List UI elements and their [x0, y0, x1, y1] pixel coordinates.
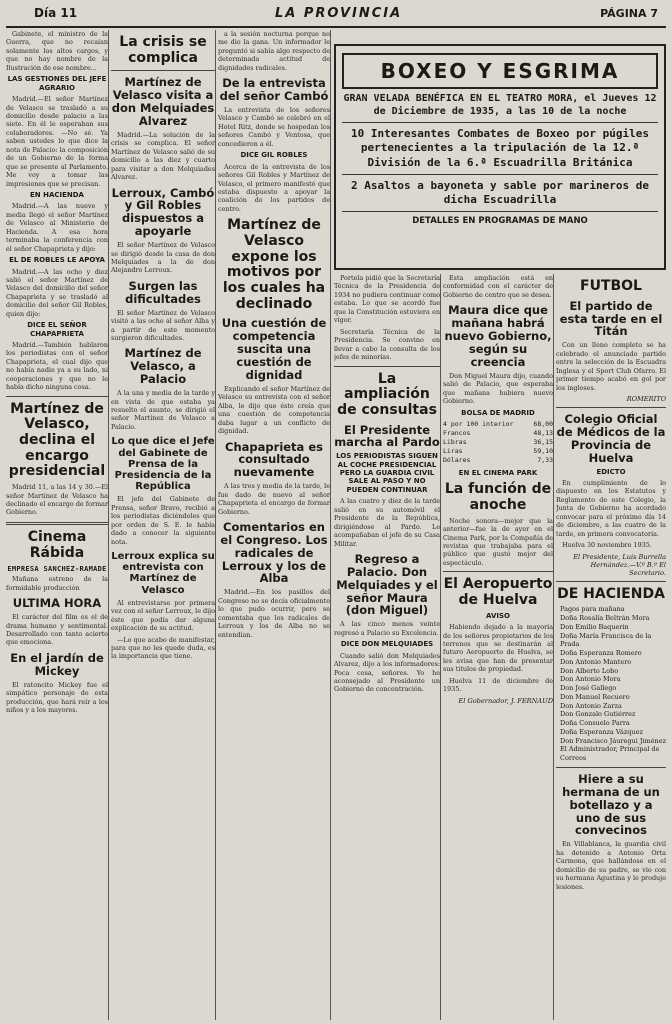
crisis-headline: La crisis se complica: [119, 34, 207, 66]
boxeo-subtitle: GRAN VELADA BENÉFICA EN EL TEATRO MORA, el Jueves 12 de Diciembre de 1935, a las 10 de la noche: [343, 93, 657, 117]
funcion-text: Noche sonora—mejor que la anterior—fue la de ayer en el Cinema Park, por la Compañía de revistas que trabajaba para el público que gustó mejor del espectáculo.: [443, 516, 553, 567]
table-row: 4 por 100 interior 68,00: [443, 420, 553, 429]
col4-top-text: Portela pidió que la Secretaría Técnica de la Presidencia de 1934 no pudiera continuar como estaba. Lo que se acordó fue que la Constitución estuviera en vigor.: [334, 274, 440, 325]
melquiades-heading: DICE DON MELQUIADES: [340, 640, 434, 649]
col2-finale: —Lo que acabo de manifestar, para que no les quede duda, es la importancia que tiene.: [111, 635, 215, 661]
divider: [6, 522, 108, 525]
list-item: Don Antonio Mora: [560, 675, 621, 684]
list-item: Doña Esperanza Romero: [560, 649, 642, 658]
boxeo-asaltos: 2 Asaltos a bayoneta y sable por marineros de dicha Escuadrilla: [350, 178, 649, 207]
gil-robles-text: Acerca de la entrevista de los señores Gil Robles y Martínez de Velasco, el primero manifestó que estaba dispuesto a apoyar la coalición de los partidos de centro.: [218, 162, 330, 213]
list-item: Don Emilio Baquerin: [560, 622, 629, 631]
list-item: Don Antonio Zarza: [560, 701, 622, 710]
pardo-text: A las cuatro y diez de la tarde salió en su automóvil el Presidente de la República, dirigiéndose al Pardo. Le acompañaban el jefe de su Casa Militar.: [334, 497, 440, 548]
aeropuerto-text: Habiendo dejado a la mayoría de los señores propietarios de los terrenos que se destinarán al futuro Aeropuerto de Huelva, se les avisa que han de presentar sus títulos de propiedad.: [443, 623, 553, 674]
masthead: [6, 0, 666, 28]
masthead-day: Día 11: [34, 6, 78, 20]
boxeo-detalles: DETALLES EN PROGRAMAS DE MANO: [412, 216, 588, 227]
cinema-text: Mañana estreno de la formidable producción: [6, 575, 108, 592]
divider: [111, 70, 215, 71]
robles-heading: EL DE ROBLES LE APOYA: [9, 256, 105, 265]
futbol-headline: FUTBOL: [580, 278, 642, 294]
gabinete-prensa-text: El jefe del Gabinete de Prensa, señor Bravo, recibió a los periodistas diciéndoles que por orden de S. E. le había dado a conocer la siguiente nota.: [111, 495, 215, 546]
aeropuerto-date: Huelva 11 de diciembre de 1935.: [443, 676, 553, 694]
list-item: Pagos para mañana: [560, 605, 625, 614]
divider: [342, 174, 658, 175]
regreso-text: A las cinco menos veinte regresó a Palacio su Excelencia.: [334, 620, 440, 637]
boxeo-advertisement: [334, 44, 666, 270]
hiere-headline: Hiere a su hermana de un botellazo y a uno de sus convecinos: [562, 771, 660, 838]
palacio-text: A la una y media de la tarde y en vista de que estaba ya resuelto el asunto, se dirigió el señor Martínez de Velasco a Palacio.: [111, 389, 215, 431]
aeropuerto-signature: El Gobernador, J. FERNAUD: [458, 696, 553, 705]
col3-top-text: a la sesión nocturna porque no me dio la gana. Un informador le preguntó si sabía algo respecto de determinada actitud de dignidades radicales.: [218, 30, 330, 72]
cinema-park-heading: EN EL CINEMA PARK: [458, 468, 538, 477]
divider: [556, 767, 666, 768]
list-item: Don Gonzalo Gutiérrez: [560, 710, 636, 719]
masthead-page-number: PÁGINA 7: [600, 6, 658, 20]
ampliacion-headline: La ampliación de consultas: [337, 370, 437, 418]
melquiades-text: Cuando salió don Melquiades Alvarez, dijo a los informadores: Poca cosa, señores. Yo he aconsejado al Presidente un Gobierno de concentración.: [334, 651, 440, 694]
column-2: [111, 30, 216, 1020]
lerroux-explica-headline: Lerroux explica su entrevista con Martínez de Velasco: [111, 550, 215, 596]
colegio-text: En cumplimiento de lo dispuesto en los Estatutos y Reglamento de este Colegio, la Junta de Gobierno ha acordado convocar para el próximo día 14 de diciembre, a las cuatro de la tarde, en primera convocatoria.: [556, 478, 666, 538]
velasco-visita-text: Madrid.—La solución de la crisis se complica. El señor Martínez de Velasco salió de su domicilio a las diez y cuarto para visitar a don Melquiades Alvarez.: [111, 130, 215, 182]
list-item: Doña Rosalía Beltrán Mora: [560, 613, 650, 622]
lerroux-explica-text: Al entrevistarse por primera vez con el señor Lerroux, le dijo éste que podía dar alguna explicación de su actitud.: [111, 598, 215, 633]
bolsa-table: [443, 420, 553, 465]
table-row: Dólares 7,33: [443, 456, 553, 465]
bolsa-heading: BOLSA DE MADRID: [461, 408, 535, 417]
hacienda-text: Madrid.—A las nueve y media llegó el señor Martínez de Velasco al Ministerio de Hacienda. A esa hora terminaba la conferencia con el señor Chapaprieta y dijo:: [6, 202, 108, 253]
regreso-headline: Regreso a Palacio. Don Melquiades y el señor Maura (don Miguel): [336, 551, 438, 618]
boxeo-combates: 10 Interesantes Combates de Boxeo por púgiles pertenecientes a la tripulación de la 12.ª División de la 6.ª Escuadrilla Británica: [350, 127, 649, 169]
surgen-text: El señor Martínez de Velasco visitó a las ocho al señor Alba y a partir de este momento surgieron dificultades.: [111, 308, 215, 342]
col5-top-text: Esta ampliación está en conformidad con el carácter de Gobierno de centro que se desea.: [443, 274, 553, 299]
cinema-kicker: EMPRESA SANCHEZ-RAMADE: [7, 565, 107, 574]
mickey-heading: En el jardín de Mickey: [10, 650, 104, 678]
divider: [556, 407, 666, 408]
edicto-heading: EDICTO: [596, 467, 626, 476]
gestiones-heading: LAS GESTIONES DEL JEFE AGRARIO: [7, 75, 107, 92]
list-item: Don Alberto Lobo: [560, 666, 619, 675]
pardo-headline: El Presidente marcha al Pardo: [334, 422, 440, 450]
futbol-signature: ROMERITO: [626, 395, 666, 404]
gestiones-text: Madrid.—El señor Martínez de Velasco se trasladó a su domicilio desde palacio a las siete. En él le esperaban sus colaboradores. —No sé. Ya saben ustedes lo que dice la nota de Palacio: la composición de un Gobierno de la forma que se presente al Parlamento. Me voy a tomar las impresiones que se precisan.: [6, 95, 108, 188]
list-item: Doña María Francisca de la Prada: [560, 631, 652, 649]
list-item: Don Antonio Mantero: [560, 657, 632, 666]
cuestion-text: Explicando el señor Martínez de Velasco su entrevista con el señor Alba, le dijo que éste creía que una cuestión de competencia daba lugar a un conflicto de dignidad.: [218, 384, 330, 436]
pardo-caps: LOS PERIODISTAS SIGUEN AL COCHE PRESIDENCIAL PERO LA GUARDIA CIVIL SALE AL PASO Y NO PUEDEN CONTINUAR: [336, 452, 438, 494]
colegio-date: Huelva 30 noviembre 1935.: [562, 541, 652, 550]
col1-intro: Gabinete, el ministro de la Guerra, que no recaían solamente los altos cargos, y que no hay nombre de la Ilustración de ese nombre...: [6, 30, 108, 72]
table-row: Libras 36,15: [443, 438, 553, 447]
colegio-signature: El Presidente, Luis Burrella Hernández.—V.º B.º El Secretario.: [573, 552, 666, 577]
column-4: [334, 274, 441, 1020]
boxeo-title: BOXEO Y ESGRIMA: [342, 53, 658, 89]
cuestion-headline: Una cuestión de competencia suscita una cuestión de dignidad: [221, 316, 327, 382]
mickey-text: El ratoncito Mickey fue el simpático personaje de esta producción, que hará reír a los niños y a los mayores.: [6, 680, 108, 714]
chapaprieta-heading: DICE EL SEÑOR CHAPAPRIETA: [27, 321, 87, 338]
surgen-headline: Surgen las dificultades: [125, 278, 201, 306]
divider: [342, 211, 658, 212]
futbol-subheadline: El partido de esta tarde en el Titán: [559, 298, 663, 339]
list-item: El Administrador, Principal de Correos: [560, 745, 660, 763]
velasco-visita-headline: Martínez de Velasco visita a don Melquiades Alvarez: [111, 75, 215, 128]
declina-headline: Martínez de Velasco, declina el encargo presidencial: [8, 400, 106, 480]
comentarios-headline: Comentarios en el Congreso. Los radicales de Lerroux y los de Alba: [220, 519, 328, 586]
lerroux-cambo-text: El señor Martínez de Velasco se dirigió desde la casa de don Melquiades a la de don Alejandro Lerroux.: [111, 241, 215, 275]
list-item: Don Francisco Jáuregui Jiménez: [560, 736, 666, 745]
divider: [334, 366, 440, 367]
gil-robles-heading: DICE GIL ROBLES: [240, 151, 308, 160]
expone-headline: Martínez de Velasco expone los motivos por los cuales ha declinado: [222, 217, 326, 312]
list-item: Doña Consuelo Parra: [560, 719, 630, 728]
table-row: Liras 59,10: [443, 447, 553, 456]
table-row: Francos 48,13: [443, 429, 553, 438]
divider: [443, 571, 553, 572]
hiere-text: En Villablanca, la guardia civil ha detenido a Antonio Orta Carmona, que hallándose en el domicilio de su padre, se vio con su hermana Agustina y le produjo lesiones.: [556, 840, 666, 891]
aviso-heading: AVISO: [486, 611, 510, 620]
funcion-headline: La función de anoche: [444, 481, 552, 513]
chapaprieta-consulta-headline: Chapaprieta es consultado nuevamente: [225, 439, 323, 480]
cinema-rabida-headline: Cinema Rábida: [27, 528, 87, 561]
comentarios-text: Madrid.—En los pasillos del Congreso no se decía oficialmente lo que pudo ocurrir, pero se comentaba que los radicales de Lerroux y los de Alba no se entendían.: [218, 588, 330, 639]
column-1: [6, 30, 109, 1020]
lerroux-cambo-headline: Lerroux, Cambó y Gil Robles dispuestos a apoyarle: [111, 185, 215, 239]
ultima-hora-text: El carácter del film es el de drama humano y sentimental. Desarrollado con tanto acierto que emociona.: [6, 613, 108, 647]
colegio-medicos-headline: Colegio Oficial de Médicos de la Provincia de Huelva: [556, 412, 666, 465]
divider: [342, 122, 658, 123]
list-item: Don Manuel Recuero: [560, 692, 630, 701]
declina-text: Madrid 11, a las 14 y 30.—El señor Martínez de Velasco ha declinado el encargo de formar Gobierno.: [6, 483, 108, 517]
hacienda-heading: EN HACIENDA: [30, 191, 84, 200]
cambo-text: La entrevista de los señores Velasco y Cambó se celebró en el Hotel Ritz, donde se hospedan los señores Cambó y Ventosa, que concedieron a él.: [218, 106, 330, 148]
hacienda-list: [560, 605, 666, 763]
chapaprieta-text: Madrid.—También hablaron los periodistas con el señor Chapaprieta, el cual dijo que no había nadie ya a su lado, ni cooperaciones y que no le había dicho ninguna cosa.: [6, 341, 108, 392]
futbol-text: Con un lleno completo se ha celebrado el anunciado partido entre la selección de la Escuadra Inglesa y el Sport Club Ofarro. El primer tiempo acabó en gol por los ingleses.: [556, 341, 666, 392]
maura-headline: Maura dice que mañana habrá nuevo Gobierno, según su creencia: [444, 303, 552, 369]
maura-text: Don Miguel Maura dijo, cuando salió de Palacio, que esperaba que mañana hubiera nuevo Gobierno.: [443, 371, 553, 406]
aeropuerto-headline: El Aeropuerto de Huelva: [443, 576, 553, 609]
column-5: [443, 274, 554, 1020]
col4-top-text-2: Secretaría Técnica de la Presidencia. Se convino en llevar a cabo la consulta de los jefes de minorías.: [334, 327, 440, 362]
masthead-paper-name: LA PROVINCIA: [274, 5, 403, 21]
chapaprieta-consulta-text: A las tres y media de la tarde, le fue dado de nuevo al señor Chapaprieta el encargo de formar Gobierno.: [218, 482, 330, 516]
list-item: Doña Esperanza Vázquez: [560, 727, 643, 736]
column-3: [218, 30, 331, 1020]
de-hacienda-headline: DE HACIENDA: [557, 585, 665, 602]
cambo-headline: De la entrevista del señor Cambó: [219, 76, 329, 104]
divider: [556, 581, 666, 582]
gabinete-prensa-headline: Lo que dice el Jefe del Gabinete de Prensa de la Presidencia de la República: [111, 436, 215, 493]
robles-text: Madrid.—A las ocho y diez salió el señor Martínez de Velasco del domicilio del señor Chapaprieta y se trasladó al domicilio del señor Gil Robles, quien dijo:: [6, 267, 108, 318]
divider: [6, 396, 108, 397]
palacio-headline: Martínez de Velasco, a Palacio: [124, 346, 202, 387]
ultima-hora-heading: ULTIMA HORA: [12, 596, 102, 611]
column-6: [556, 274, 666, 1020]
list-item: Don José Gallego: [560, 684, 617, 693]
